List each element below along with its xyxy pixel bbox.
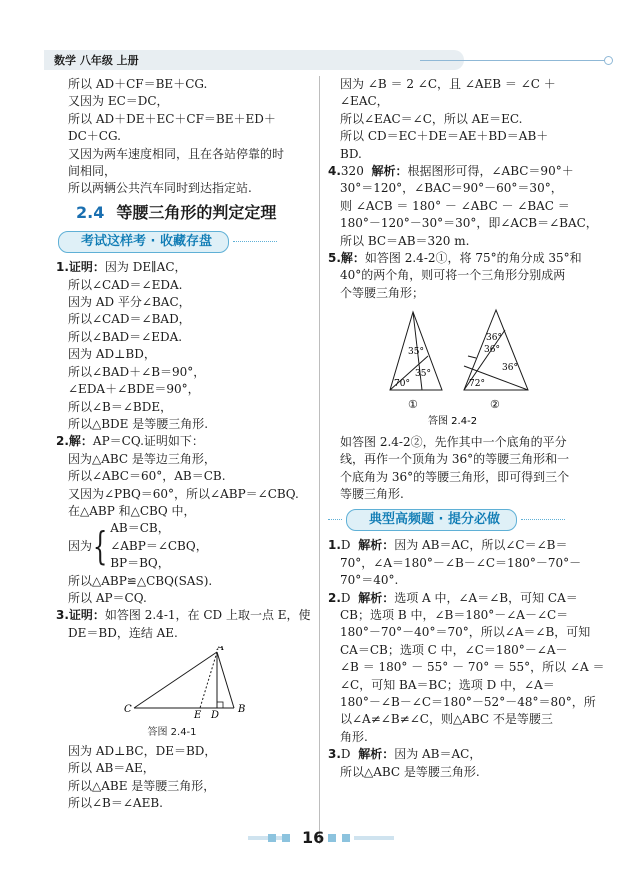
vertex-label-b: B [238,704,246,716]
text-line: 所以∠CAD＝∠BAD， [68,312,191,327]
text-line: 因为 ∠B ＝ 2 ∠C，且 ∠AEB ＝ ∠C ＋ [340,77,556,91]
header-rule [420,60,606,61]
triangle-figure-2-4-1 [56,646,308,718]
text-line: 所以∠B＝∠BDE， [68,399,173,414]
left-column [56,76,311,813]
figure-2-4-2 [328,306,586,431]
text-line: 因为 DE∥AC， [104,260,187,275]
text-line: 因为 AB＝AC， [394,747,482,762]
exercise-1 [328,537,586,589]
text-line: AB＝CB， [110,521,170,536]
angle-label: 36° [502,363,518,374]
problem-label: 1.证明： [56,260,105,275]
text-line: ∠EAC， [340,94,389,109]
text-line: 因为 AD⊥BD， [68,347,156,362]
text-line: 所以∠BAD＋∠B＝90°， [68,364,206,379]
section-heading [76,204,308,221]
text-line: 又因为 EC＝DC， [68,94,169,109]
answer-value: 320 [340,164,364,179]
text-line: 个等腰三角形； [340,285,425,300]
text-line: 选项 A 中，∠A＝∠B，可知 CA＝ [394,590,578,605]
banner-dotted-line [328,519,342,520]
text-line: 所以∠ABC＝60°，AB＝CB. [68,469,226,484]
section-number: 2.4 [76,202,105,222]
analysis-tag: 解析： [358,747,395,762]
page-number: 16 [302,828,325,847]
angle-label: 36° [486,333,502,344]
text-line: CA＝CB；选项 C 中，∠C＝180°－∠A－ [340,642,568,657]
triangle-figures-2-4-2 [328,306,586,426]
text-line: 又因为∠PBQ＝60°，所以∠ABP＝∠CBQ. [68,486,299,501]
footer-bar-right [354,836,394,840]
footer-square [268,834,276,842]
problem-label: 2. [328,590,341,605]
problem-1 [56,259,308,433]
vertex-label-e: E [194,710,202,719]
text-line: 所以△ABE 是等腰三角形， [68,778,216,793]
banner-dotted-line [233,241,277,242]
text-line: 30°＝120°，∠BAC＝90°－60°＝30°， [340,181,563,196]
text-line: ∠C，可知 BA＝BC；选项 D 中，∠A＝ [340,677,555,692]
text-line: 间相同， [68,164,117,179]
problem-label: 3. [328,747,341,762]
text-line: 所以∠BAD＝∠EDA. [68,329,183,344]
text-line: 180°－120°－30°＝30°，即∠ACB＝∠BAC， [340,216,598,231]
text-line: 角形. [340,729,368,744]
footer-square [342,834,350,842]
analysis-tag: 解析： [371,164,408,179]
text-line: 因为 AB＝AC，所以∠C＝∠B＝ [394,538,568,553]
problem-label: 1. [328,538,341,553]
text-line: 个底角为 36°的等腰三角形，即可得到三个 [340,469,570,484]
exercise-2 [328,590,605,747]
answer-value: D [340,590,351,605]
text-line: 所以∠EAC＝∠C，所以 AE＝EC. [340,111,523,126]
figure-caption: 答图 2.4-2 [428,416,478,427]
text-line: AP＝CQ.证明如下： [92,434,204,449]
text-line: ∠ABP＝∠CBQ， [110,538,208,553]
text-line: 70°＝40°. [340,573,399,588]
banner-dotted-line [521,519,565,520]
text-line: 因为 AD⊥BC，DE＝BD， [68,744,217,758]
running-header-title: 数学 八年级 上册 [54,54,139,67]
text-line: 所以 AD＋CF＝BE＋CG. [68,77,208,91]
figure-caption: 答图 2.4-1 [147,726,197,738]
text-line: 则 ∠ACB ＝ 180° － ∠ABC － ∠BAC ＝ [340,198,570,213]
text-line: 根据图形可得，∠ABC＝90°＋ [407,164,574,179]
text-line: BP＝BQ， [110,556,170,571]
text-line: DE＝BD，连结 AE. [68,625,178,640]
angle-label: 72° [469,379,485,390]
left-brace: { [92,524,108,569]
figure-mark-2: ② [490,398,500,412]
banner-exam-style [56,229,308,259]
answer-value: D [340,747,351,762]
angle-label: 36° [484,345,500,356]
angle-label: 35° [415,369,431,380]
brace-conditions [110,520,208,572]
text-line: 因为 [68,538,93,553]
section-title: 等腰三角形的判定定理 [116,202,277,222]
text-line: 180°－70°－40°＝70°，所以∠A＝∠B，可知 [340,625,591,640]
text-line: 所以∠B＝∠AEB. [68,796,163,811]
problem-5 [328,250,586,503]
text-line: 70°，∠A＝180°－∠B－∠C＝180°－70°－ [340,555,582,570]
figure-mark-1: ① [408,398,418,412]
vertex-label-a: A [217,646,225,654]
text-line: 所以 AB＝AE， [68,761,155,776]
text-line: 180°－∠B－∠C＝180°－52°－48°＝80°，所 [340,694,596,709]
banner-label: 典型高频题 · 提分必做 [346,509,517,531]
continued-solution [328,76,586,163]
problem-3 [56,607,311,812]
problem-4 [328,163,598,250]
text-line: 在△ABP 和△CBQ 中， [68,503,196,518]
analysis-tag: 解析： [358,538,395,553]
text-line: 所以 CD＝EC＋DE＝AE＋BD＝AB＋ [340,129,549,144]
text-line: 因为 AD 平分∠BAC， [68,295,191,310]
brace-system [56,520,308,572]
problem-label: 5.解： [328,251,365,266]
text-line: 40°的两个角，则可将一个三角形分别成两 [340,268,566,283]
text-line: DC＋CG. [68,129,121,144]
problem-label: 2.解： [56,434,93,449]
problem-label: 3.证明： [56,608,105,623]
banner-high-frequency [328,507,586,537]
text-line: 所以△BDE 是等腰三角形. [68,416,209,431]
angle-label: 35° [408,347,424,358]
header-circle-ornament [604,56,613,65]
footer-square [328,834,336,842]
footer-square [282,834,290,842]
exercise-3 [328,746,586,781]
continued-solution [56,76,308,198]
text-line: 所以△ABC 是等腰三角形. [340,764,480,779]
problem-2 [56,433,308,607]
figure-2-4-1 [56,646,308,741]
right-column [328,76,605,781]
text-line: ∠EDA＋∠BDE＝90°， [68,382,200,397]
vertex-label-d: D [211,710,220,719]
text-line: CB；选项 B 中，∠B＝180°－∠A－∠C＝ [340,607,569,622]
text-line: 以∠A≠∠B≠∠C，则△ABC 不是等腰三 [340,712,553,727]
text-line: 如答图 2.4-2②，先作其中一个底角的平分 [340,434,567,449]
analysis-tag: 解析： [358,590,395,605]
problem-label: 4. [328,164,341,179]
text-line: 所以 BC＝AB＝320 m. [340,233,470,248]
answer-value: D [340,538,351,553]
vertex-label-c: C [124,704,132,716]
text-line: 又因为两车速度相同，且在各站停靠的时 [68,146,285,161]
text-line: ∠B ＝ 180° － 55° － 70° ＝ 55°，所以 ∠A ＝ [340,660,605,675]
text-line: 如答图 2.4-1，在 CD 上取一点 E，使 [104,608,311,623]
text-line: 所以△ABP≌△CBQ(SAS). [68,573,213,588]
angle-label: 70° [394,379,410,390]
banner-label: 考试这样考 · 收藏存盘 [58,231,229,253]
text-line: 所以∠CAD＝∠EDA. [68,277,183,292]
column-divider [319,76,320,844]
text-line: BD. [340,146,362,161]
text-line: 如答图 2.4-2①，将 75°的角分成 35°和 [364,251,582,266]
text-line: 所以 AD＋DE＋EC＋CF＝BE＋ED＋ [68,111,276,126]
text-line: 等腰三角形. [340,486,404,501]
text-line: 所以 AP＝CQ. [68,590,147,605]
text-line: 所以两辆公共汽车同时到达指定站. [68,181,252,196]
text-line: 线，再作一个顶角为 36°的等腰三角形和一 [340,452,570,467]
text-line: 因为△ABC 是等边三角形， [68,451,216,466]
